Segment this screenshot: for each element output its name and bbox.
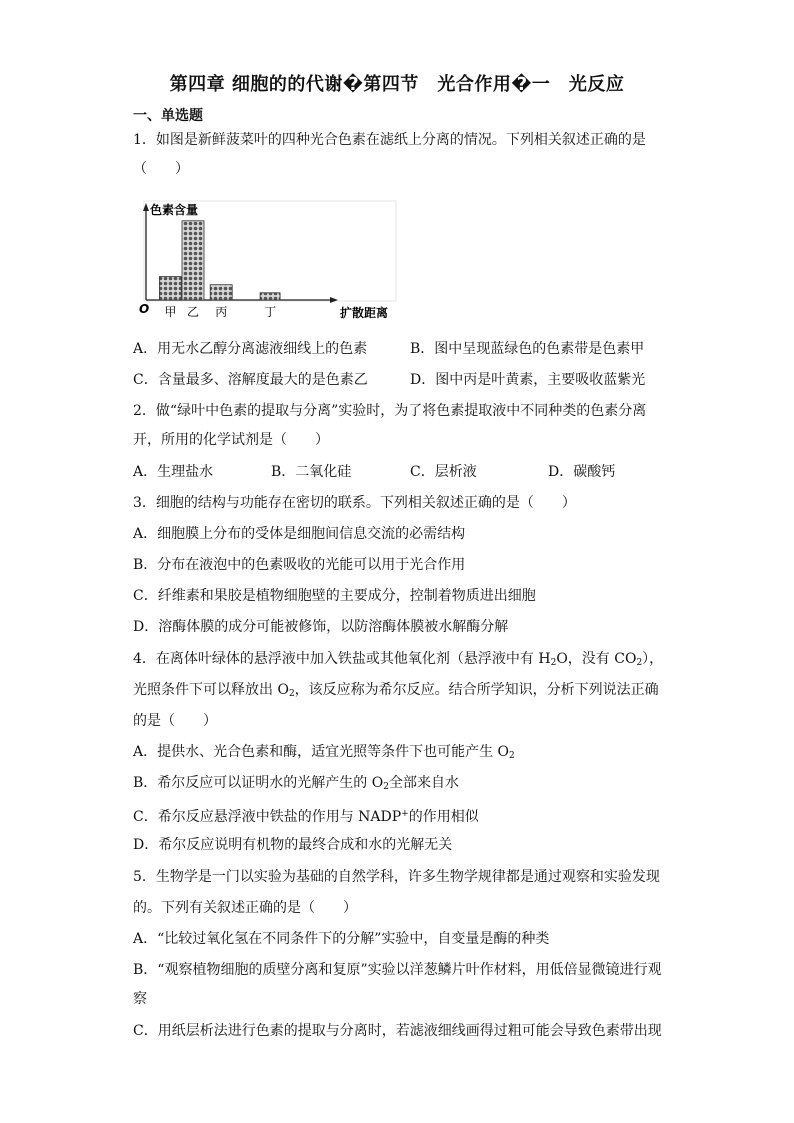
q4-option-d[interactable]: D．希尔反应说明有机物的最终合成和水的光解无关 <box>133 837 453 853</box>
q5-stem-line2: 的。下列有关叙述正确的是（ ） <box>133 900 357 916</box>
pigment-bar-chart <box>138 196 408 324</box>
q4-option-b[interactable]: B．希尔反应可以证明水的光解产生的 $O_2$全部来自水 <box>133 775 459 792</box>
bar-4 <box>260 293 280 300</box>
bar-3 <box>210 285 232 300</box>
q2-stem-line2: 开，所用的化学试剂是（ ） <box>133 432 329 448</box>
q3-stem: 3．细胞的结构与功能存在密切的联系。下列相关叙述正确的是（ ） <box>133 495 576 511</box>
category-label-1: 甲 <box>164 305 177 319</box>
q5-option-c[interactable]: C．用纸层析法进行色素的提取与分离时，若滤液细线画得过粗可能会导致色素带出现 <box>133 1023 662 1039</box>
bar-2 <box>182 221 204 300</box>
q1-option-b[interactable]: B．图中呈现蓝绿色的色素带是色素甲 <box>410 341 645 357</box>
q2-option-a[interactable]: A．生理盐水 <box>133 464 214 480</box>
q2-option-c[interactable]: C．层析液 <box>410 464 477 480</box>
x-axis-label: 扩散距离 <box>340 306 389 320</box>
y-axis-label: 色素含量 <box>150 203 199 217</box>
origin-label: O <box>139 302 150 316</box>
page-title: 第四章 细胞的的代谢�第四节 光合作用�一 光反应 <box>169 74 625 95</box>
q1-option-c[interactable]: C．含量最多、溶解度最大的是色素乙 <box>133 372 368 388</box>
q2-option-d[interactable]: D．碳酸钙 <box>548 464 616 480</box>
q5-stem-line1: 5．生物学是一门以实验为基础的自然学科，许多生物学规律都是通过观察和实验发现 <box>133 869 660 885</box>
category-label-2: 乙 <box>186 305 200 319</box>
x-axis-arrow-icon <box>330 297 338 303</box>
q4-stem-line1: 4．在离体叶绿体的悬浮液中加入铁盐或其他氧化剂（悬浮液中有 $H_2O$，没有 $CO_2$）， <box>133 651 664 668</box>
section-heading: 一、单选题 <box>133 108 203 124</box>
category-label-4: 丁 <box>264 305 277 319</box>
q4-option-c[interactable]: C．希尔反应悬浮液中铁盐的作用与 NADP+的作用相似 <box>133 809 479 825</box>
q3-option-a[interactable]: A．细胞膜上分布的受体是细胞间信息交流的必需结构 <box>133 526 466 542</box>
q5-option-a[interactable]: A．“比较过氧化氢在不同条件下的分解”实验中，自变量是酶的种类 <box>133 931 550 947</box>
q5-option-b-line2[interactable]: 察 <box>133 991 147 1007</box>
q1-stem-line1: 1．如图是新鲜菠菜叶的四种光合色素在滤纸上分离的情况。下列相关叙述正确的是 <box>133 132 646 148</box>
q1-stem-line2: （ ） <box>133 161 189 177</box>
q3-option-d[interactable]: D．溶酶体膜的成分可能被修饰，以防溶酶体膜被水解酶分解 <box>133 619 509 635</box>
bar-1 <box>159 277 181 300</box>
q1-option-a[interactable]: A．用无水乙醇分离滤液细线上的色素 <box>133 341 368 357</box>
q2-stem-line1: 2．做“绿叶中色素的提取与分离”实验时，为了将色素提取液中不同种类的色素分离 <box>133 403 647 419</box>
q4-option-a[interactable]: A．提供水、光合色素和酶，适宜光照等条件下也可能产生 $O_2$ <box>133 744 515 761</box>
q2-option-b[interactable]: B．二氧化硅 <box>271 464 352 480</box>
q5-option-b-line1[interactable]: B．“观察植物细胞的质壁分离和复原”实验以洋葱鳞片叶作材料，用低倍显微镜进行观 <box>133 962 662 978</box>
q3-option-c[interactable]: C．纤维素和果胶是植物细胞壁的主要成分，控制着物质进出细胞 <box>133 588 536 604</box>
category-label-3: 丙 <box>215 305 228 319</box>
q4-stem-line3: 的是（ ） <box>133 713 217 729</box>
q3-option-b[interactable]: B．分布在液泡中的色素吸收的光能可以用于光合作用 <box>133 557 466 573</box>
q4-stem-line2: 光照条件下可以释放出 $O_2$，该反应称为希尔反应。结合所学知识，分析下列说法正确 <box>133 682 659 699</box>
q1-option-d[interactable]: D．图中丙是叶黄素，主要吸收蓝紫光 <box>410 372 646 388</box>
